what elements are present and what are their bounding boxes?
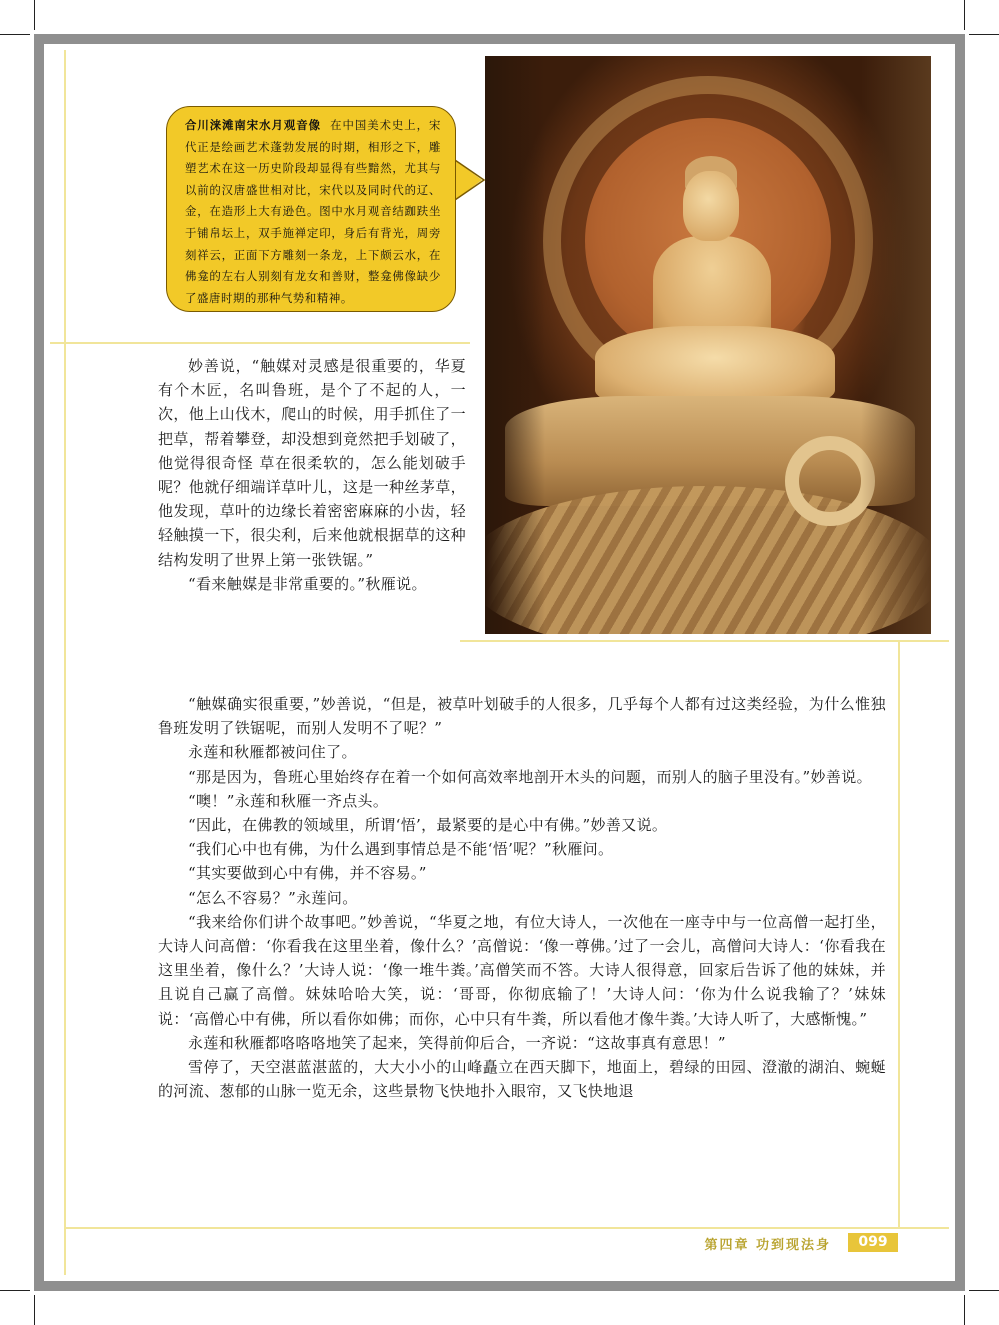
paragraph: “因此，在佛教的领域里，所谓‘悟’，最紧要的是心中有佛。”妙善又说。 bbox=[188, 816, 668, 835]
paragraph: 雪停了，天空湛蓝湛蓝的，大大小小的山峰矗立在西天脚下，地面上，碧绿的田园、澄澈的湖泊、蜿蜒的河流、葱郁的山脉一览无余，这些景物飞快地扑入眼帘，又飞快地退 bbox=[158, 1058, 886, 1101]
caption-bubble-tail-outline bbox=[452, 157, 488, 203]
caption-divider-line bbox=[50, 342, 470, 344]
paragraph: 永莲和秋雁都被问住了。 bbox=[188, 743, 357, 762]
guanyin-statue-photo bbox=[485, 56, 931, 634]
crop-mark bbox=[964, 1295, 965, 1325]
photo-divider-line bbox=[460, 640, 949, 642]
crop-mark bbox=[964, 0, 965, 30]
crop-mark bbox=[969, 1290, 999, 1291]
narrow-text-column bbox=[158, 354, 466, 596]
paragraph: “我来给你们讲个故事吧。”妙善说，“华夏之地，有位大诗人，一次他在一座寺中与一位高僧一起打坐，大诗人问高僧：‘你看我在这里坐着，像什么？’高僧说：‘像一尊佛。’过了一会儿，高僧问大诗人：‘你看我在这里坐着，像什么？’大诗人说：‘像一堆牛粪。’高僧笑而不答。大诗人很得意，回家后告诉了他的妹妹，并且说自己赢了高僧。妹妹哈哈大笑，说：‘哥哥，你彻底输了！’大诗人问：‘你为什么说我输了？’妹妹说：‘高僧心中有佛，所以看你如佛；而你，心中只有牛粪，所以看他才像牛粪。’大诗人听了，大感惭愧。” bbox=[158, 912, 886, 1028]
crop-mark bbox=[0, 34, 30, 35]
page-number: 099 bbox=[848, 1233, 898, 1252]
caption-title: 合川涞滩南宋水月观音像 bbox=[185, 118, 321, 132]
photo-statue-head bbox=[683, 171, 739, 241]
crop-mark bbox=[969, 34, 999, 35]
paragraph: “噢！”永莲和秋雁一齐点头。 bbox=[188, 791, 389, 810]
paragraph: “触媒确实很重要，”妙善说，“但是，被草叶划破手的人很多，几乎每个人都有过这类经验，为什么惟独鲁班发明了铁锯呢，而别人发明不了呢？” bbox=[158, 695, 886, 738]
page-footer bbox=[50, 1230, 949, 1270]
footer-line bbox=[64, 1227, 949, 1229]
photo-statue-lap bbox=[595, 326, 835, 406]
paragraph: “看来触媒是非常重要的。”秋雁说。 bbox=[188, 574, 427, 593]
paragraph: “我们心中也有佛，为什么遇到事情总是不能‘悟’呢？”秋雁问。 bbox=[188, 840, 614, 859]
chapter-title: 第四章 功到现法身 bbox=[704, 1238, 831, 1253]
crop-mark bbox=[34, 1295, 35, 1325]
caption-text: 在中国美术史上，宋代正是绘画艺术蓬勃发展的时期，相形之下，雕塑艺术在这一历史阶段却显得有些黯然，尤其与以前的汉唐盛世相对比，宋代以及同时代的辽、金，在造形上大有逊色。图中水月观音结跏趺坐于铺帛坛上，双手施禅定印，身后有背光，周旁刻祥云，正面下方雕刻一条龙，上下颇云水，在佛龛的左右人别刻有龙女和善财，整龛佛像缺少了盛唐时期的那种气势和精神。 bbox=[185, 118, 441, 305]
paragraph: 永莲和秋雁都咯咯咯地笑了起来，笑得前仰后合，一齐说：“这故事真有意思！” bbox=[188, 1033, 726, 1052]
wide-text-column bbox=[158, 692, 886, 1103]
paragraph: “怎么不容易？”永莲问。 bbox=[188, 888, 358, 907]
paragraph: “那是因为，鲁班心里始终存在着一个如何高效率地剖开木头的问题，而别人的脑子里没有。”妙善说。 bbox=[188, 767, 872, 786]
left-margin-line bbox=[64, 50, 66, 1275]
photo-shadow-right bbox=[861, 56, 931, 634]
photo-shadow-left bbox=[485, 56, 545, 634]
paragraph: 妙善说，“触媒对灵感是很重要的，华夏有个木匠，名叫鲁班，是个了不起的人，一次，他上山伐木，爬山的时候，用手抓住了一把草，帮着攀登，却没想到竟然把手划破了，他觉得很奇怪 草在很柔软的，怎么能划破手呢？他就仔细端详草叶儿，这是一种丝茅草，他发现，草叶的边缘长着密密麻麻的小齿，轻轻触摸一下，很尖利，后来他就根据草的这种结构发明了世界上第一张铁锯。” bbox=[158, 357, 466, 569]
right-margin-line bbox=[898, 642, 900, 1228]
photo-caption-bubble bbox=[166, 106, 456, 312]
crop-mark bbox=[0, 1290, 30, 1291]
book-page bbox=[50, 50, 949, 1275]
crop-mark bbox=[34, 0, 35, 30]
paragraph: “其实要做到心中有佛，并不容易。” bbox=[188, 864, 427, 883]
photo-caption bbox=[185, 115, 441, 309]
